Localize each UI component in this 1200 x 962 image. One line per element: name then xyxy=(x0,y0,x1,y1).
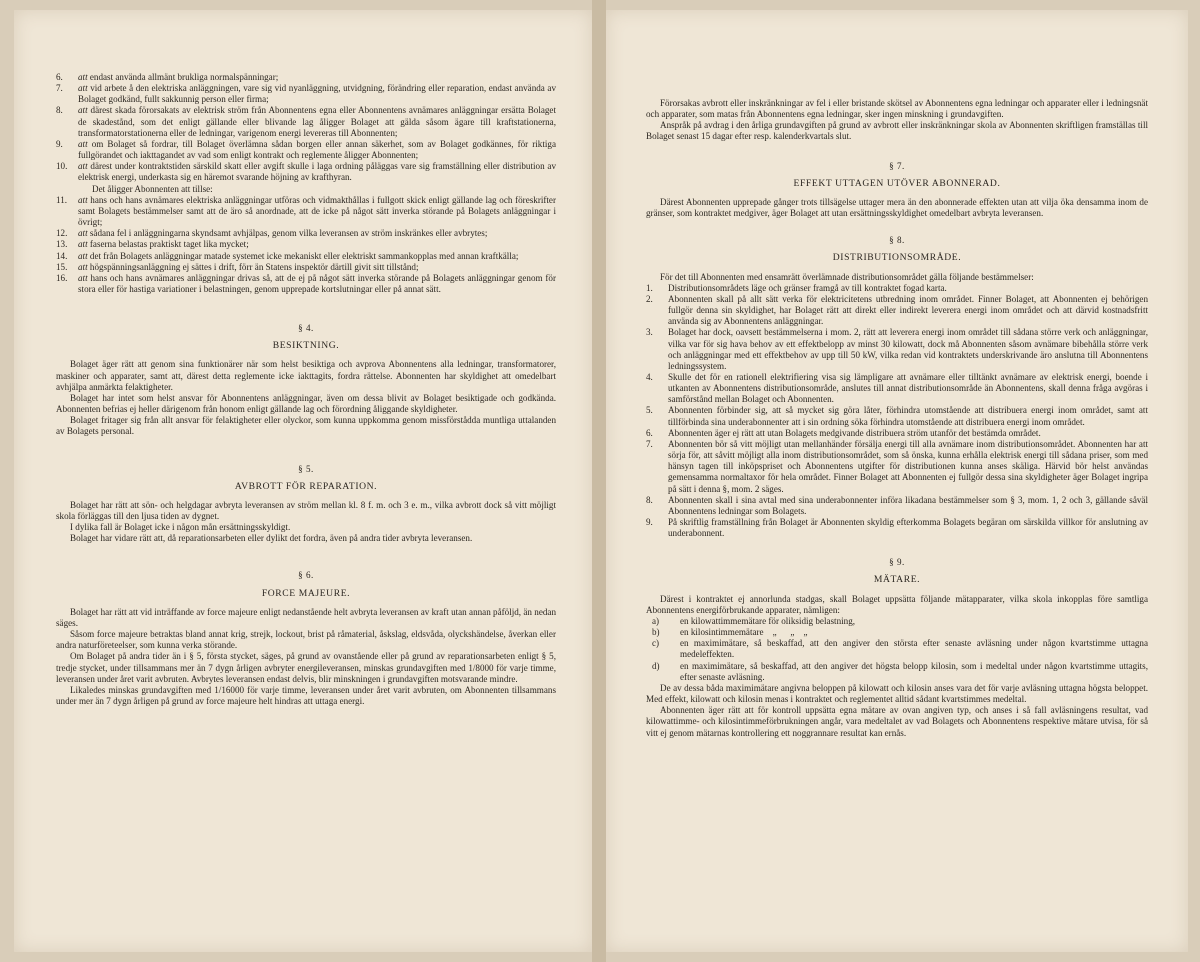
item-body: Abonnenten skall på allt sätt verka för elektricitetens utbredning inom området. Finner Bolaget, att Abonnenten ej behörigen fullgör denna sin skyldighet, har Bolaget rätt att direkt eller indirekt leverera energi inom området och att därvid kostnadsfritt använda sig av Abonnentens anläggningar. xyxy=(668,293,1148,327)
item-text xyxy=(78,105,556,138)
item-letter: a) xyxy=(652,615,660,626)
item-body: en maximimätare, så beskaffad, att den angiver det högsta belopp kilosin, som i medeltal under någon kvartstimme uttagits, efter senaste avläsning. xyxy=(680,660,1148,682)
item-body: Bolaget har dock, oavsett bestämmelserna i mom. 2, rätt att leverera energi inom området till sådana större verk och anläggningar, vilka var för sig hava behov av ett effektbelopp av minst 30 kilowatt, dock må Abonnenten såsom avnämare bibehålla större verk och anläggningar med ett effektbehov av upp till 50 kW, vilka redan vid kontraktets underskrivande äro anslutna till Abonnentens ledningssystem. xyxy=(668,327,1148,371)
item-body: Distributionsområdets läge och gränser framgå av till kontraktet fogad karta. xyxy=(668,282,947,293)
item-body: endast använda allmänt brukliga normalspänningar; xyxy=(89,72,279,82)
att-word: att xyxy=(78,105,88,116)
paragraph: Likaledes minskas grundavgiften med 1/16000 för varje timme, leveransen under året varit avbruten, om Abonnenten tillsammans under mer än 7 dygn årligen på grund av force majeure helt hindras att uttaga energi. xyxy=(56,684,556,707)
distribution-list xyxy=(646,283,1148,540)
section-heading: § 4. xyxy=(298,323,314,334)
paragraph: Bolaget äger rätt att genom sina funktionärer när som helst besiktiga och avprova Abonnentens alla ledningar, transformatorer, maskiner och apparater, samt att, därest detta reglemente icke iakttagits, fordra rättelse. Abonnenten har skyldighet att omedelbart avhjälpa anmärkta felaktigheter. xyxy=(56,359,556,392)
att-word: att xyxy=(78,239,88,250)
paragraph: Såsom force majeure betraktas bland annat krig, strejk, lockout, brist på råmaterial, åskslag, eldsvåda, olyckshändelse, åverkan eller andra naturföreteelser, som kunna verka störande. xyxy=(56,629,556,651)
item-body: en kilosintimmemätare „ „ „ xyxy=(680,627,808,638)
section-heading: § 9. xyxy=(889,557,905,568)
list-item xyxy=(56,139,556,161)
item-body: om Bolaget så fordrar, till Bolaget överlämna sådan borgen eller annan säkerhet, som av Bolaget godkännes, för riktiga fullgörandet och iakttagandet av vad som enligt kontrakt och reglemente åligger Abonnenten; xyxy=(78,138,556,161)
att-word: att xyxy=(78,261,88,272)
paragraph: De av dessa båda maximimätare angivna beloppen på kilowatt och kilosin anses vara det för varje avläsning uttagna högsta beloppet. Med effekt, kilowatt och kilosin menas i kontraktet och reglementet alltid sådant kvartstimmes medeltal. xyxy=(646,682,1148,705)
item-body: därest under kontraktstiden särskild skatt eller avgift skulle i laga ordning påläggas vare sig framställning eller distribution av elektrisk energi, underkasta sig en häremot svarande höjning av krafthyran. xyxy=(78,161,556,183)
left-column xyxy=(56,72,556,707)
item-number: 12. xyxy=(56,228,68,239)
item-number: 10. xyxy=(56,161,68,172)
item-body: sådana fel i anläggningarna skyndsamt avhjälpas, genom vilka leveransen av ström inskränkes eller avbrytes; xyxy=(89,228,488,239)
section-title: FORCE MAJEURE. xyxy=(261,587,351,599)
paragraph: Därest i kontraktet ej annorlunda stadgas, skall Bolaget uppsätta följande mätapparater, vilka skola inkopplas före samtliga Abonnentens energiförbrukande apparater, nämligen: xyxy=(646,593,1148,615)
paragraph: Bolaget har rätt att vid inträffande av force majeure enligt nedanstående helt avbryta leveransen av kraft utan annan påföljd, än nedan säges. xyxy=(56,606,556,628)
left-page xyxy=(14,10,592,952)
item-text xyxy=(78,228,556,239)
item-number: 13. xyxy=(56,239,68,250)
item-text xyxy=(78,83,556,105)
list-item xyxy=(646,517,1148,539)
item-text xyxy=(78,72,556,83)
paragraph: Bolaget har vidare rätt att, då reparationsarbeten eller dylikt det fordra, även på andra tider avbryta leveransen. xyxy=(70,533,473,544)
item-body: vid arbete å den elektriska anläggningen, vare sig vid nyanläggning, utvidgning, förändring eller reparation, endast använda av Bolaget godkänd, fullt sakkunnig person eller firma; xyxy=(78,83,556,105)
item-letter: c) xyxy=(652,638,660,649)
list-item xyxy=(56,251,556,262)
item-number: 9. xyxy=(646,517,653,527)
paragraph: Abonnenten äger rätt att för kontroll uppsätta egna mätare av ovan angiven typ, och anses i så fall avläsningens resultat, vad kilowattimme- och kilosintimmeförbrukningen angår, vara medeltalet av vad Bolagets och Abonnentens respektive mätare utvisa, för så vitt ej genom mätarnas kontrollering ett noggrannare resultat kan ernås. xyxy=(646,705,1148,738)
obligations-list-top xyxy=(56,72,556,184)
section-title: BESIKTNING. xyxy=(272,340,340,352)
right-column xyxy=(646,98,1148,739)
att-word: att xyxy=(78,83,88,94)
list-item xyxy=(646,283,1148,294)
item-body: därest skada förorsakats av elektrisk ström från Abonnentens egna eller Abonnentens avnämares anläggningar ersätta Bolaget de skadestånd, som det enligt gällande eller blivande lag åligger Bolaget att gälda såsom ägare till kraftstationerna, transformatorstationerna eller de ledningar, varigenom energi levereras till Abonnenten; xyxy=(78,105,556,138)
item-body: Abonnenten skall i sina avtal med sina underabonnenter införa likadana bestämmelser som § 3, mom. 1, 2 och 3, gällande såväl Abonnentens ledningar som Bolagets. xyxy=(668,494,1148,516)
att-word: att xyxy=(78,138,88,149)
item-text xyxy=(78,195,556,228)
section-heading: § 5. xyxy=(298,463,314,474)
item-body: en kilowattimmemätare för oliksidig belastning, xyxy=(680,615,856,626)
att-word: att xyxy=(78,272,88,283)
item-number: 9. xyxy=(56,138,63,149)
item-number: 8. xyxy=(646,494,653,505)
paragraph: Bolaget har intet som helst ansvar för Abonnentens anläggningar, även om dessa blivit av Bolaget besiktigade och godkända. Abonnenten befrias ej heller därigenom från honom enligt gällande lag och förordning åliggande skyldigheter. xyxy=(56,392,556,415)
page-gutter xyxy=(592,0,606,962)
paragraph: Om Bolaget på andra tider än i § 5, första stycket, säges, på grund av ovanstående eller på grund av reparationsarbeten enligt § 5, tredje stycket, under tillsammans mer än 7 dygn årligen avbryter energileveransen, minskas grundavgiften med 1/8000 för varje timme, leveransen under året varit avbruten. Avbrytes leveransen endast delvis, blir minskningen i grundavgiften motsvarande mindre. xyxy=(56,651,556,684)
list-item xyxy=(56,161,556,183)
list-item xyxy=(56,239,556,250)
item-number: 7. xyxy=(56,83,63,94)
list-item xyxy=(56,83,556,105)
list-item xyxy=(646,428,1148,439)
item-body: Skulle det för en rationell elektrifiering visa sig lämpligare att avnämare eller tilltänkt avnämare av elektrisk energi, boende i utkanten av Abonnentens distributionsområde, anslutes till annat distributionsområde än Abonnentens, skall denna fråga avgöras i samförstånd mellan Bolaget och Abonnenten. xyxy=(668,371,1148,405)
item-text xyxy=(78,273,556,295)
paragraph: För det till Abonnenten med ensamrätt överlämnade distributionsområdet gälla följande bestämmelser: xyxy=(660,271,1034,282)
list-item xyxy=(56,228,556,239)
paragraph: Förorsakas avbrott eller inskränkningar av fel i eller bristande skötsel av Abonnentens egna ledningar och apparater eller i ledningsnät och apparater, som matas från Abonnentens egna ledningar, sker ingen minskning i grundavgiften. xyxy=(646,98,1148,120)
right-page xyxy=(606,10,1188,952)
section-title: EFFEKT UTTAGEN UTÖVER ABONNERAD. xyxy=(793,177,1001,189)
item-number: 8. xyxy=(56,105,63,116)
item-body: På skriftlig framställning från Bolaget är Abonnenten skyldig efterkomma Bolagets begäran om särskilda villkor för anslutning av underabonnent. xyxy=(668,517,1148,539)
paragraph: Bolaget har rätt att sön- och helgdagar avbryta leveransen av ström mellan kl. 8 f. m. och 3 e. m., vilka avbrott dock så vitt möjligt skola förläggas till den ljusa tiden av dygnet. xyxy=(56,499,556,521)
item-body: hans och hans avnämares anläggningar drivas så, att de ej på något sätt inverka störande på Bolagets anläggningar genom för stora eller för hastiga variationer i belastningen, genom upprepade kortslutningar eller på annat sätt. xyxy=(78,272,556,294)
obligations-list-bottom xyxy=(56,195,556,295)
item-text xyxy=(78,139,556,161)
list-item xyxy=(646,627,1148,638)
item-number: 16. xyxy=(56,272,68,283)
item-body: faserna belastas praktiskt taget lika mycket; xyxy=(89,239,249,250)
att-word: att xyxy=(78,72,88,82)
list-item xyxy=(646,327,1148,372)
list-item xyxy=(646,638,1148,660)
list-item xyxy=(646,495,1148,517)
paragraph: I dylika fall är Bolaget icke i någon mån ersättningsskyldigt. xyxy=(70,522,291,533)
section-heading: § 7. xyxy=(889,160,905,171)
section-heading: § 8. xyxy=(889,235,905,246)
paragraph: Därest Abonnenten upprepade gånger trots tillsägelse uttager mera än den abonnerade effekten utan att vilja öka densamma inom de gränser, som kontraktet medgiver, äger Bolaget att utan ersättningsskyldighet omedelbart avbryta leveransen. xyxy=(646,196,1148,219)
item-text xyxy=(78,239,556,250)
list-item xyxy=(56,273,556,295)
list-item xyxy=(646,439,1148,495)
item-number: 6. xyxy=(56,72,63,82)
item-body: Abonnenten äger ej rätt att utan Bolagets medgivande distribuera ström utanför det bestämda området. xyxy=(668,427,1041,438)
section-title: MÄTARE. xyxy=(873,574,921,586)
list-item xyxy=(646,405,1148,427)
item-text xyxy=(78,251,556,262)
item-body: hans och hans avnämares elektriska anläggningar utföras och vidmakthållas i fullgott skick enligt gällande lag och föreskrifter samt Bolagets bestämmelser samt att de äro så anordnade, att de icke på något sätt inverka störande på Bolagets anläggningar i övrigt; xyxy=(78,194,556,228)
item-number: 7. xyxy=(646,438,653,449)
section-heading: § 6. xyxy=(298,570,314,581)
item-number: 2. xyxy=(646,293,653,304)
paragraph: Anspråk på avdrag i den årliga grundavgiften på grund av avbrott eller inskränkningar skola av Abonnenten skriftligen framställas till Bolaget senast 15 dagar efter resp. kalenderkvartals slut. xyxy=(646,120,1148,142)
att-word: att xyxy=(78,194,88,205)
item-body: Abonnenten bör så vitt möjligt utan mellanhänder försälja energi till alla avnämare inom distributionsområdet. Abonnenten har att sörja för, att såvitt möjligt alla inom distributionsområdet, som så önska, kunna erhålla elektrisk energi till sådana priser, som med hänsyn tagen till inköpspriset och Abonnentens utgifter för distributionen kunna anses skäliga. Härvid bör helst användas gemensamma normaltaxor för hela området. Finner Bolaget att Abonnenten ej fullgör dessa sina skyldigheter äger Bolaget ingripa på sätt i denna §, mom. 2 säges. xyxy=(668,438,1148,494)
item-number: 11. xyxy=(56,194,68,205)
paragraph: Bolaget fritager sig från allt ansvar för felaktigheter eller olyckor, som kunna uppkomma genom missförstådda muntliga uttalanden av Bolagets personal. xyxy=(56,415,556,437)
att-word: att xyxy=(78,250,88,261)
item-body: en maximimätare, så beskaffad, att den angiver den största efter senaste avläsning under någon kvartstimme uttagna medeleffekten. xyxy=(680,638,1148,660)
item-number: 14. xyxy=(56,250,68,261)
item-letter: d) xyxy=(652,660,660,671)
list-item xyxy=(646,661,1148,683)
item-text xyxy=(78,262,556,273)
list-item xyxy=(646,372,1148,405)
item-number: 4. xyxy=(646,371,653,382)
list-item xyxy=(56,72,556,83)
item-body: Abonnenten förbinder sig, att så mycket sig göra låter, förhindra utomstående att distribuera energi inom området, samt att tillförbinda sina underabonnenter att i sin ordning söka förhindra utomstående att distribuera energi inom området. xyxy=(668,405,1148,427)
att-word: att xyxy=(78,161,88,172)
list-item xyxy=(646,616,1148,627)
item-text xyxy=(78,161,556,183)
item-number: 3. xyxy=(646,327,653,338)
list-item xyxy=(56,105,556,138)
item-number: 5. xyxy=(646,405,653,416)
item-number: 6. xyxy=(646,427,653,438)
list-item xyxy=(56,262,556,273)
section-title: DISTRIBUTIONSOMRÅDE. xyxy=(832,252,962,264)
meter-list xyxy=(646,616,1148,683)
section-title: AVBROTT FÖR REPARATION. xyxy=(234,480,378,492)
att-word: att xyxy=(78,228,88,239)
item-letter: b) xyxy=(652,627,660,638)
intro-line: Det åligger Abonnenten att tillse: xyxy=(92,183,213,194)
item-body: högspänningsanläggning ej sättes i drift, förr än Statens inspektör därtill givit sitt tillstånd; xyxy=(89,261,419,272)
item-number: 15. xyxy=(56,261,68,272)
item-body: det från Bolagets anläggningar matade systemet icke mekaniskt eller elektriskt sammankopplas med annan kraftkälla; xyxy=(89,250,519,261)
list-item xyxy=(646,294,1148,327)
item-number: 1. xyxy=(646,282,653,293)
list-item xyxy=(56,195,556,228)
